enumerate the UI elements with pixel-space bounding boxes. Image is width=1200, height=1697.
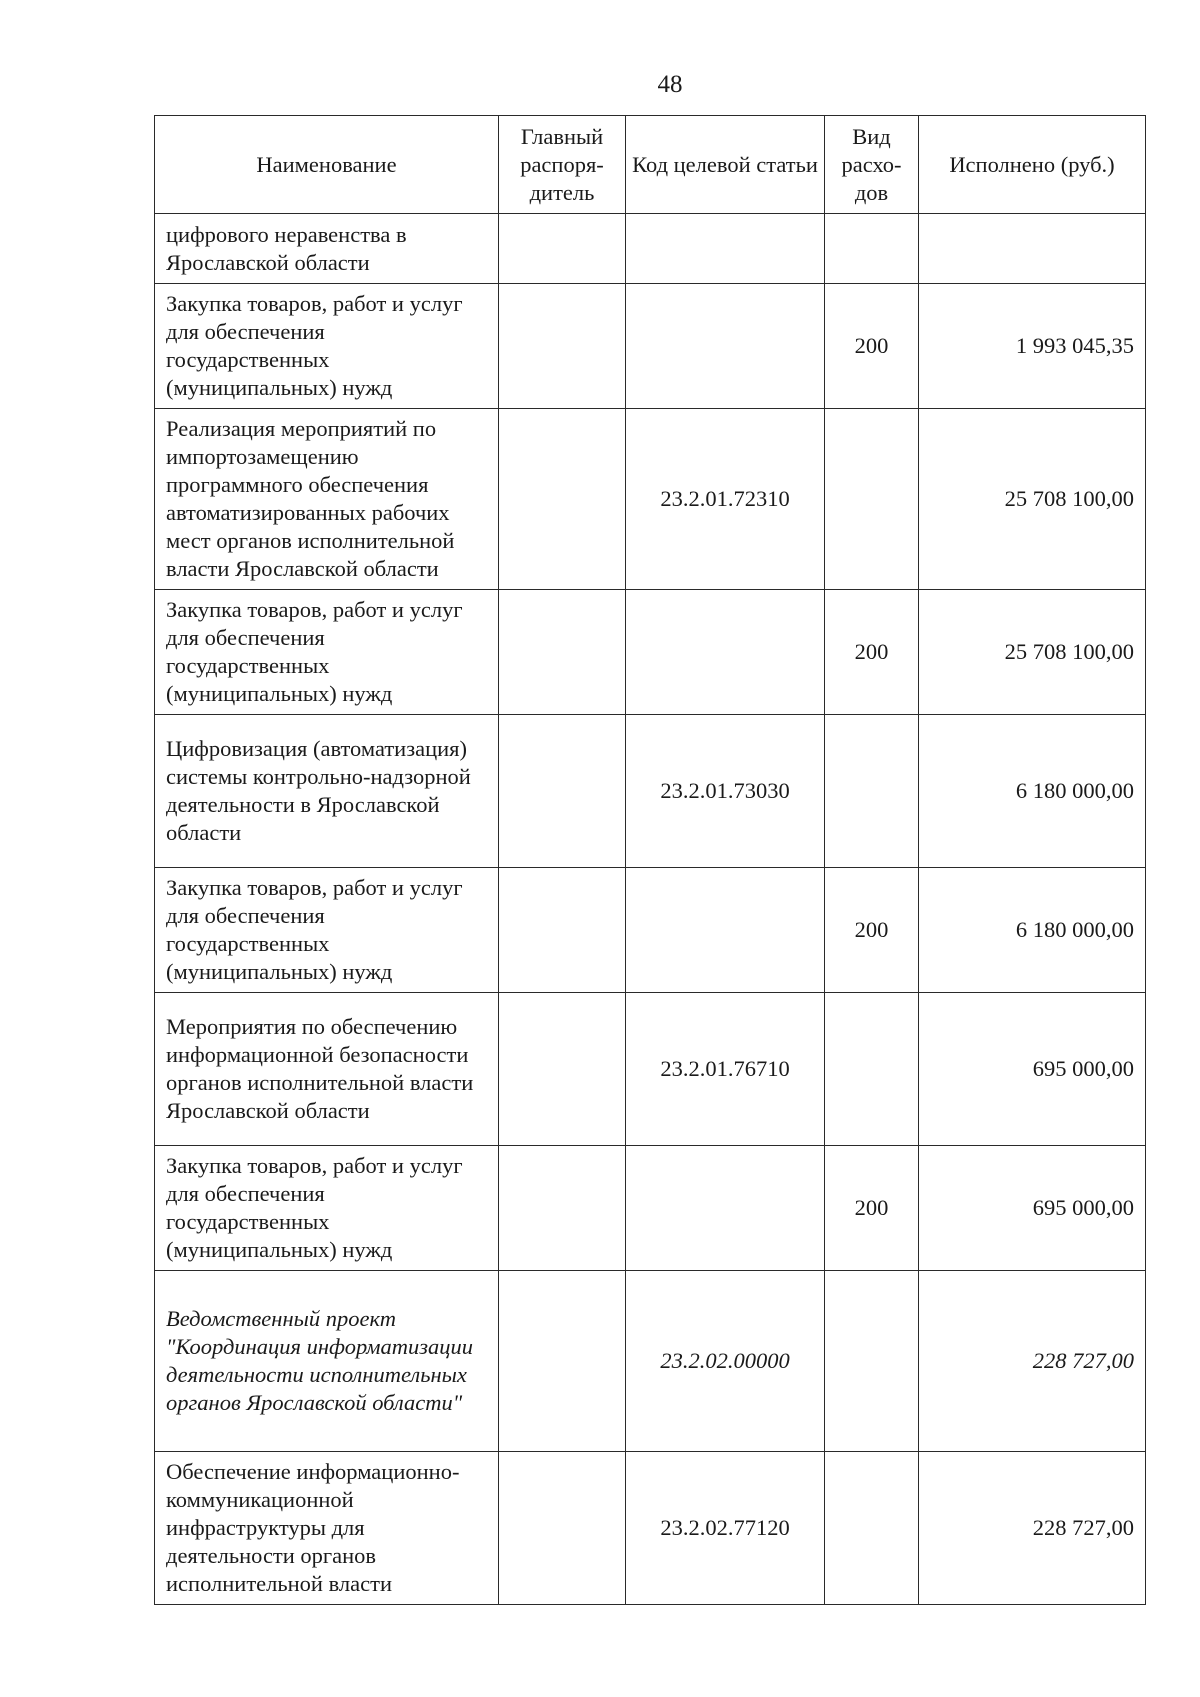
row-main-manager — [499, 1271, 626, 1452]
table-row — [155, 868, 1146, 993]
row-name: Цифровизация (автоматизация) системы контрольно-надзорной деятельности в Ярославской области — [155, 715, 499, 868]
row-executed — [919, 214, 1146, 284]
row-target-code — [626, 590, 825, 715]
table-row — [155, 214, 1146, 284]
row-name: Закупка товаров, работ и услуг для обеспечения государственных (муниципальных) нужд — [155, 1146, 499, 1271]
page-number: 48 — [657, 71, 683, 98]
row-executed: 695 000,00 — [919, 993, 1146, 1146]
table-header-row — [155, 116, 1146, 214]
row-expense-type: 200 — [825, 868, 919, 993]
row-main-manager — [499, 284, 626, 409]
row-executed: 228 727,00 — [919, 1271, 1146, 1452]
row-target-code: 23.2.01.73030 — [626, 715, 825, 868]
table-row — [155, 1146, 1146, 1271]
row-expense-type — [825, 1452, 919, 1605]
row-expense-type — [825, 214, 919, 284]
row-target-code — [626, 214, 825, 284]
row-expense-type: 200 — [825, 1146, 919, 1271]
row-main-manager — [499, 1146, 626, 1271]
row-target-code: 23.2.02.77120 — [626, 1452, 825, 1605]
row-expense-type — [825, 409, 919, 590]
row-target-code — [626, 284, 825, 409]
row-main-manager — [499, 715, 626, 868]
row-main-manager — [499, 590, 626, 715]
table-row — [155, 590, 1146, 715]
header-executed: Исполнено (руб.) — [919, 116, 1146, 214]
header-main-manager: Главный распоря-дитель — [499, 116, 626, 214]
row-executed: 6 180 000,00 — [919, 868, 1146, 993]
table-row — [155, 1452, 1146, 1605]
row-name: Закупка товаров, работ и услуг для обеспечения государственных (муниципальных) нужд — [155, 590, 499, 715]
header-name: Наименование — [155, 116, 499, 214]
row-name: Закупка товаров, работ и услуг для обеспечения государственных (муниципальных) нужд — [155, 284, 499, 409]
row-main-manager — [499, 1452, 626, 1605]
row-target-code: 23.2.01.76710 — [626, 993, 825, 1146]
row-target-code: 23.2.02.00000 — [626, 1271, 825, 1452]
row-executed: 228 727,00 — [919, 1452, 1146, 1605]
row-executed: 1 993 045,35 — [919, 284, 1146, 409]
table-row — [155, 284, 1146, 409]
row-executed: 695 000,00 — [919, 1146, 1146, 1271]
row-name: Мероприятия по обеспечению информационной безопасности органов исполнительной власти Ярославской области — [155, 993, 499, 1146]
row-main-manager — [499, 868, 626, 993]
row-executed: 25 708 100,00 — [919, 590, 1146, 715]
table-row — [155, 409, 1146, 590]
row-executed: 6 180 000,00 — [919, 715, 1146, 868]
row-main-manager — [499, 993, 626, 1146]
row-expense-type: 200 — [825, 590, 919, 715]
row-expense-type — [825, 993, 919, 1146]
row-main-manager — [499, 409, 626, 590]
row-name: Реализация мероприятий по импортозамещению программного обеспечения автоматизированных рабочих мест органов исполнительной власти Ярославской области — [155, 409, 499, 590]
row-main-manager — [499, 214, 626, 284]
row-expense-type — [825, 1271, 919, 1452]
row-target-code — [626, 868, 825, 993]
budget-table — [154, 115, 1146, 1605]
row-name: Ведомственный проект "Координация информатизации деятельности исполнительных органов Ярославской области" — [155, 1271, 499, 1452]
row-name: Обеспечение информационно-коммуникационной инфраструктуры для деятельности органов исполнительной власти — [155, 1452, 499, 1605]
table-row — [155, 715, 1146, 868]
row-target-code: 23.2.01.72310 — [626, 409, 825, 590]
row-expense-type: 200 — [825, 284, 919, 409]
header-expense-type: Вид расхо-дов — [825, 116, 919, 214]
row-executed: 25 708 100,00 — [919, 409, 1146, 590]
table-row — [155, 993, 1146, 1146]
row-expense-type — [825, 715, 919, 868]
table-row-project — [155, 1271, 1146, 1452]
row-name: цифрового неравенства в Ярославской области — [155, 214, 499, 284]
row-target-code — [626, 1146, 825, 1271]
row-name: Закупка товаров, работ и услуг для обеспечения государственных (муниципальных) нужд — [155, 868, 499, 993]
header-target-code: Код целевой статьи — [626, 116, 825, 214]
